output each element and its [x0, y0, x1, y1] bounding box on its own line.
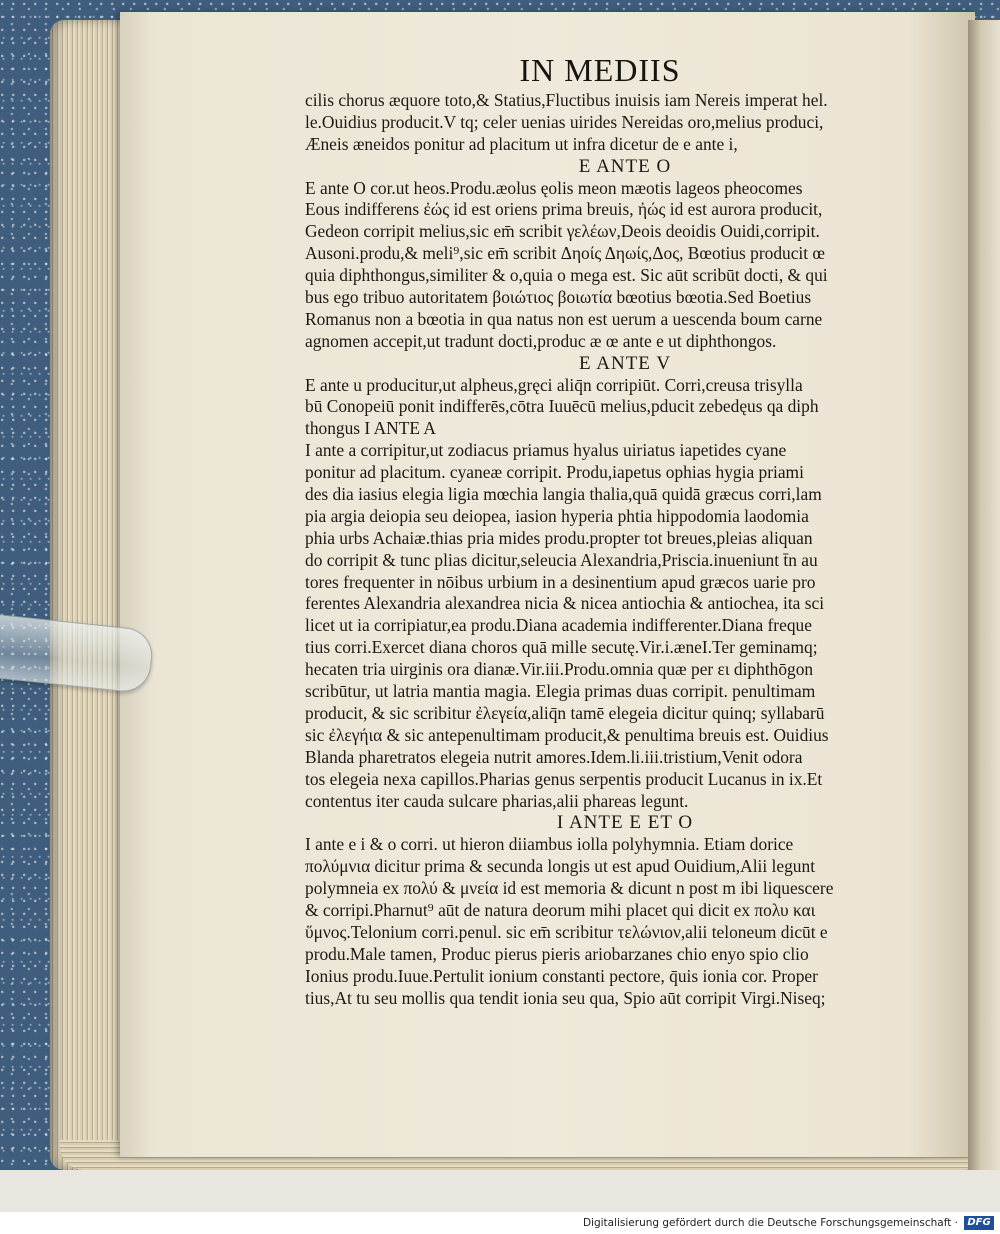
text-line: producit, & sic scribitur ἐλεγεία,aliq̄n tamē elegeia dicitur quinq; syllabarū	[305, 702, 825, 723]
text-line: & corripi.Pharnut⁹ aūt de natura deorum mihi placet qui dicit ex πολυ και	[305, 899, 816, 920]
text-line: ὕμνος.Telonium corri.penul. sic em̄ scribitur τελώνιον,alii teloneum dicūt e	[305, 921, 828, 942]
text-line: des dia iasius elegia ligia mœchia langia thalia,quā quidā græcus corri,lam	[305, 484, 822, 505]
text-line: I ante a corripitur,ut zodiacus priamus hyalus uiriatus iapetides cyane	[305, 440, 787, 461]
text-line: Æneis æneidos ponitur ad placitum ut infra dicetur de e ante i,	[305, 133, 738, 154]
text-line: phia urbs Achaiæ.thias pria mides produ.propter tot breues,pleias aliquan	[305, 527, 813, 548]
text-line: sic ἐλεγήια & sic antepenultimam producit,& penultima breuis est. Ouidius	[305, 724, 829, 745]
text-line: cilis chorus æquore toto,& Statius,Fluctibus inuisis iam Nereis imperat hel.	[305, 90, 828, 110]
text-line: tius,At tu seu mollis qua tendit ionia seu qua, Spio aūt corripit Virgi.Niseq;	[305, 987, 826, 1008]
text-line: produ.Male tamen, Produc pierus pieris ariobarzanes chio enyo spio clio	[305, 943, 809, 964]
funding-credit: Digitalisierung gefördert durch die Deutsche Forschungsgemeinschaft ·	[582, 1217, 958, 1229]
text-line: tius corri.Exercet diana choros quā mille secutę.Vir.i.æneI.Ter geminamq;	[305, 637, 818, 658]
text-line: bū Conopeiū ponit indifferēs,cōtra Iuuēcū melius,pducit zebedęus qa diph	[305, 396, 819, 417]
text-line: agnomen accepit,ut tradunt docti,produc æ œ ante e ut diphthongos.	[305, 330, 777, 351]
dfg-logo: DFG	[964, 1216, 994, 1230]
running-head: IN MEDIIS	[519, 52, 681, 88]
text-line: E ante O cor.ut heos.Produ.æolus ęolis meon mæotis lageos pheocomes	[305, 177, 803, 198]
page-text-block	[305, 90, 945, 1009]
text-line: scribūtur, ut latria mantia magia. Elegia primas duas corripit. penultimam	[305, 681, 816, 702]
text-line: Ionius produ.Iuue.Pertulit ionium constanti pectore, q̄uis ionia cor. Proper	[305, 965, 818, 986]
text-line: Gedeon corripit melius,sic em̄ scribit γελέων,Deois deoidis Ouidi,corripit.	[305, 221, 820, 242]
text-line: bus ego tribuo autoritatem βοιώτιος βοιωτία bœotius bœotia.Sed Boetius	[305, 287, 812, 308]
text-line: ferentes Alexandria alexandrea nicia & nicea antiochia & antiochea, ita sci	[305, 593, 825, 614]
section-heading: E ANTE O	[578, 155, 672, 177]
text-line: ponitur ad placitum. cyaneæ corripit. Produ,iapetus ophias hygia priami	[305, 462, 804, 483]
scan-background	[0, 1170, 1000, 1212]
text-line: contentus iter cauda sulcare pharias,alii phareas legunt.	[305, 790, 689, 811]
text-line: quia diphthongus,similiter & o,quia o mega est. Sic aūt scribūt docti, & qui	[305, 265, 828, 286]
text-line: do corripit & tunc plias dicitur,seleucia Alexandria,Priscia.inueniunt t̄n au	[305, 549, 818, 570]
text-line: tos elegeia nexa capillos.Pharias genus serpentis producit Lucanus in ix.Et	[305, 768, 823, 789]
text-line: licet ut ia corripiatur,ea produ.Diana academia indifferenter.Diana freque	[305, 615, 812, 636]
text-line: hecaten tria uirginis ora dianæ.Vir.iii.Produ.omnia quæ per ει diphthōgon	[305, 659, 814, 680]
text-line: πολύμνια dicitur prima & secunda longis ut est apud Ouidium,Alii legunt	[305, 856, 816, 877]
text-line: polymneia ex πολύ & μνεία id est memoria & dicunt n post m ibi liquescere	[305, 878, 834, 899]
text-line: I ante e i & o corri. ut hieron diiambus iolla polyhymnia. Etiam dorice	[305, 834, 794, 855]
text-line: tores frequenter in nōibus urbium in a desinentium apud græcos uarie pro	[305, 571, 816, 592]
section-heading: E ANTE V	[578, 352, 672, 374]
section-heading: I ANTE E ET O	[556, 812, 694, 834]
text-line: Eous indifferens ἐώς id est oriens prima breuis, ἠώς id est aurora producit,	[305, 199, 823, 220]
text-line: Blanda pharetratos elegeia nutrit amores.Idem.li.iii.tristium,Venit odora	[305, 746, 803, 767]
text-line: E ante u producitur,ut alpheus,gręci aliq̄n corripiūt. Corri,creusa trisylla	[305, 374, 803, 395]
credit-footer	[0, 1212, 1000, 1234]
text-line: le.Ouidius producit.V tq; celer uenias uirides Nereidas oro,melius produci,	[305, 111, 824, 132]
page-edges-left	[50, 20, 130, 1170]
text-line: thongus I ANTE A	[305, 418, 436, 439]
text-line: Romanus non a bœotia in qua natus non est uerum a uescenda boum carne	[305, 308, 823, 329]
text-line: Ausoni.produ,& meli⁹,sic em̄ scribit Δηοίς Δηωίς,Δος, Bœotius producit œ	[305, 243, 825, 264]
book-gutter	[968, 20, 1000, 1170]
text-line: pia argia deiopia seu deiopea, iasion hyperia phtia hippodomia laodomia	[305, 505, 809, 526]
